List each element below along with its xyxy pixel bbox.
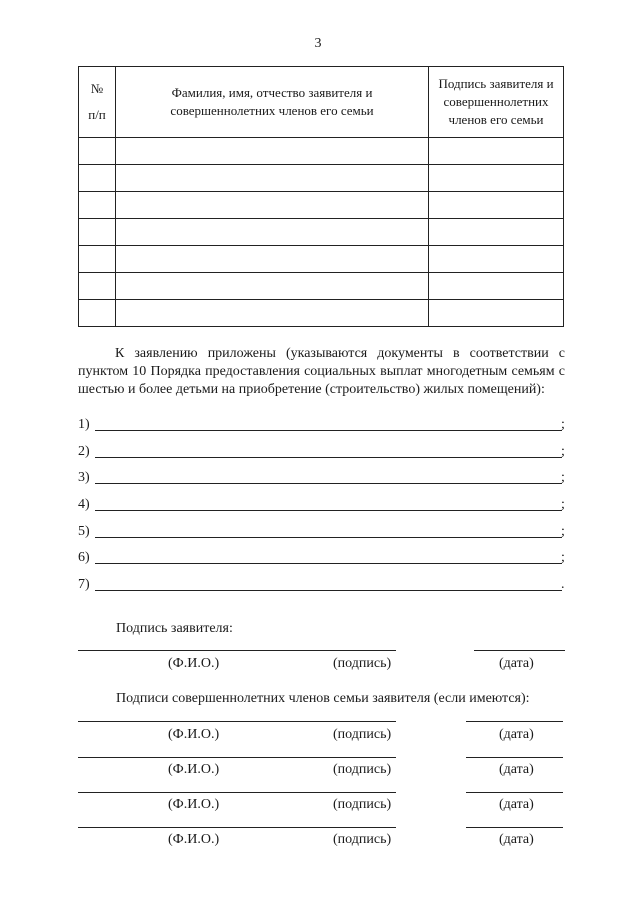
- member-fio-signature-line[interactable]: [78, 757, 396, 758]
- attachment-punct: ;: [561, 524, 565, 539]
- cell-number[interactable]: [79, 273, 116, 300]
- attachment-number: 3): [78, 470, 90, 485]
- member-fio-signature-line[interactable]: [78, 792, 396, 793]
- table-row: [79, 192, 564, 219]
- table-row: [79, 165, 564, 192]
- member-date-caption: (дата): [499, 832, 534, 847]
- member-signature-caption: (подпись): [333, 762, 392, 777]
- cell-signature[interactable]: [429, 165, 564, 192]
- attachment-line[interactable]: [78, 496, 568, 514]
- cell-signature[interactable]: [429, 192, 564, 219]
- members-signatures-label: Подписи совершеннолетних членов семьи заявителя (если имеются):: [116, 691, 530, 706]
- attachment-blank[interactable]: [95, 537, 562, 538]
- cell-full-name[interactable]: [116, 246, 429, 273]
- cell-signature[interactable]: [429, 219, 564, 246]
- attachment-line[interactable]: [78, 523, 568, 541]
- table-row: [79, 138, 564, 165]
- member-fio-caption: (Ф.И.О.): [168, 727, 220, 742]
- attachment-blank[interactable]: [95, 563, 562, 564]
- member-fio-signature-line[interactable]: [78, 721, 396, 722]
- applicant-date-line[interactable]: [474, 650, 565, 651]
- cell-signature[interactable]: [429, 300, 564, 327]
- member-fio-caption: (Ф.И.О.): [168, 797, 220, 812]
- attachment-punct: .: [561, 577, 565, 592]
- applicant-date-caption: (дата): [499, 656, 534, 671]
- family-members-table: [78, 66, 564, 327]
- applicant-fio-signature-line[interactable]: [78, 650, 396, 651]
- attachment-blank[interactable]: [95, 430, 562, 431]
- header-number-sign: №: [90, 81, 104, 96]
- member-fio-caption: (Ф.И.О.): [168, 762, 220, 777]
- member-date-caption: (дата): [499, 762, 534, 777]
- member-date-line[interactable]: [466, 792, 563, 793]
- applicant-fio-caption: (Ф.И.О.): [168, 656, 220, 671]
- member-fio-signature-line[interactable]: [78, 827, 396, 828]
- attachments-intro-text: К заявлению приложены (указываются документы в соответствии с пунктом 10 Порядка предоставления социальных выплат многодетным семьям с шестью и более детьми на приобретение (строительство) жилых помещений):: [78, 346, 565, 397]
- header-number-pp: п/п: [88, 107, 106, 122]
- attachment-number: 5): [78, 524, 90, 539]
- cell-number[interactable]: [79, 246, 116, 273]
- cell-number[interactable]: [79, 300, 116, 327]
- cell-full-name[interactable]: [116, 300, 429, 327]
- header-signature: Подпись заявителя и совершеннолетних членов его семьи: [429, 67, 564, 138]
- attachment-blank[interactable]: [95, 483, 562, 484]
- attachments-intro: [78, 345, 565, 399]
- cell-full-name[interactable]: [116, 273, 429, 300]
- cell-full-name[interactable]: [116, 165, 429, 192]
- attachment-line[interactable]: [78, 576, 568, 594]
- attachment-line[interactable]: [78, 469, 568, 487]
- attachment-blank[interactable]: [95, 510, 562, 511]
- attachment-blank[interactable]: [95, 457, 562, 458]
- member-signature-caption: (подпись): [333, 727, 392, 742]
- member-fio-caption: (Ф.И.О.): [168, 832, 220, 847]
- attachment-punct: ;: [561, 550, 565, 565]
- cell-number[interactable]: [79, 165, 116, 192]
- table-row: [79, 273, 564, 300]
- cell-number[interactable]: [79, 192, 116, 219]
- cell-signature[interactable]: [429, 273, 564, 300]
- member-date-line[interactable]: [466, 721, 563, 722]
- attachment-number: 1): [78, 417, 90, 432]
- attachment-punct: ;: [561, 444, 565, 459]
- attachment-line[interactable]: [78, 443, 568, 461]
- member-signature-caption: (подпись): [333, 797, 392, 812]
- member-date-caption: (дата): [499, 797, 534, 812]
- cell-full-name[interactable]: [116, 219, 429, 246]
- table-header-row: [79, 67, 564, 138]
- table-row: [79, 246, 564, 273]
- attachment-punct: ;: [561, 497, 565, 512]
- header-full-name: Фамилия, имя, отчество заявителя и совершеннолетних членов его семьи: [116, 67, 429, 138]
- cell-signature[interactable]: [429, 138, 564, 165]
- member-signature-caption: (подпись): [333, 832, 392, 847]
- table-row: [79, 219, 564, 246]
- attachment-number: 4): [78, 497, 90, 512]
- cell-full-name[interactable]: [116, 192, 429, 219]
- attachment-punct: ;: [561, 470, 565, 485]
- member-date-caption: (дата): [499, 727, 534, 742]
- cell-signature[interactable]: [429, 246, 564, 273]
- member-date-line[interactable]: [466, 827, 563, 828]
- cell-number[interactable]: [79, 219, 116, 246]
- applicant-signature-label: Подпись заявителя:: [116, 621, 233, 636]
- attachment-number: 2): [78, 444, 90, 459]
- attachment-number: 6): [78, 550, 90, 565]
- attachment-line[interactable]: [78, 416, 568, 434]
- applicant-signature-caption: (подпись): [333, 656, 392, 671]
- attachment-number: 7): [78, 577, 90, 592]
- attachment-blank[interactable]: [95, 590, 562, 591]
- attachment-punct: ;: [561, 417, 565, 432]
- page-number: 3: [314, 36, 322, 51]
- member-date-line[interactable]: [466, 757, 563, 758]
- header-number: [79, 67, 116, 138]
- cell-full-name[interactable]: [116, 138, 429, 165]
- cell-number[interactable]: [79, 138, 116, 165]
- table-row: [79, 300, 564, 327]
- attachment-line[interactable]: [78, 549, 568, 567]
